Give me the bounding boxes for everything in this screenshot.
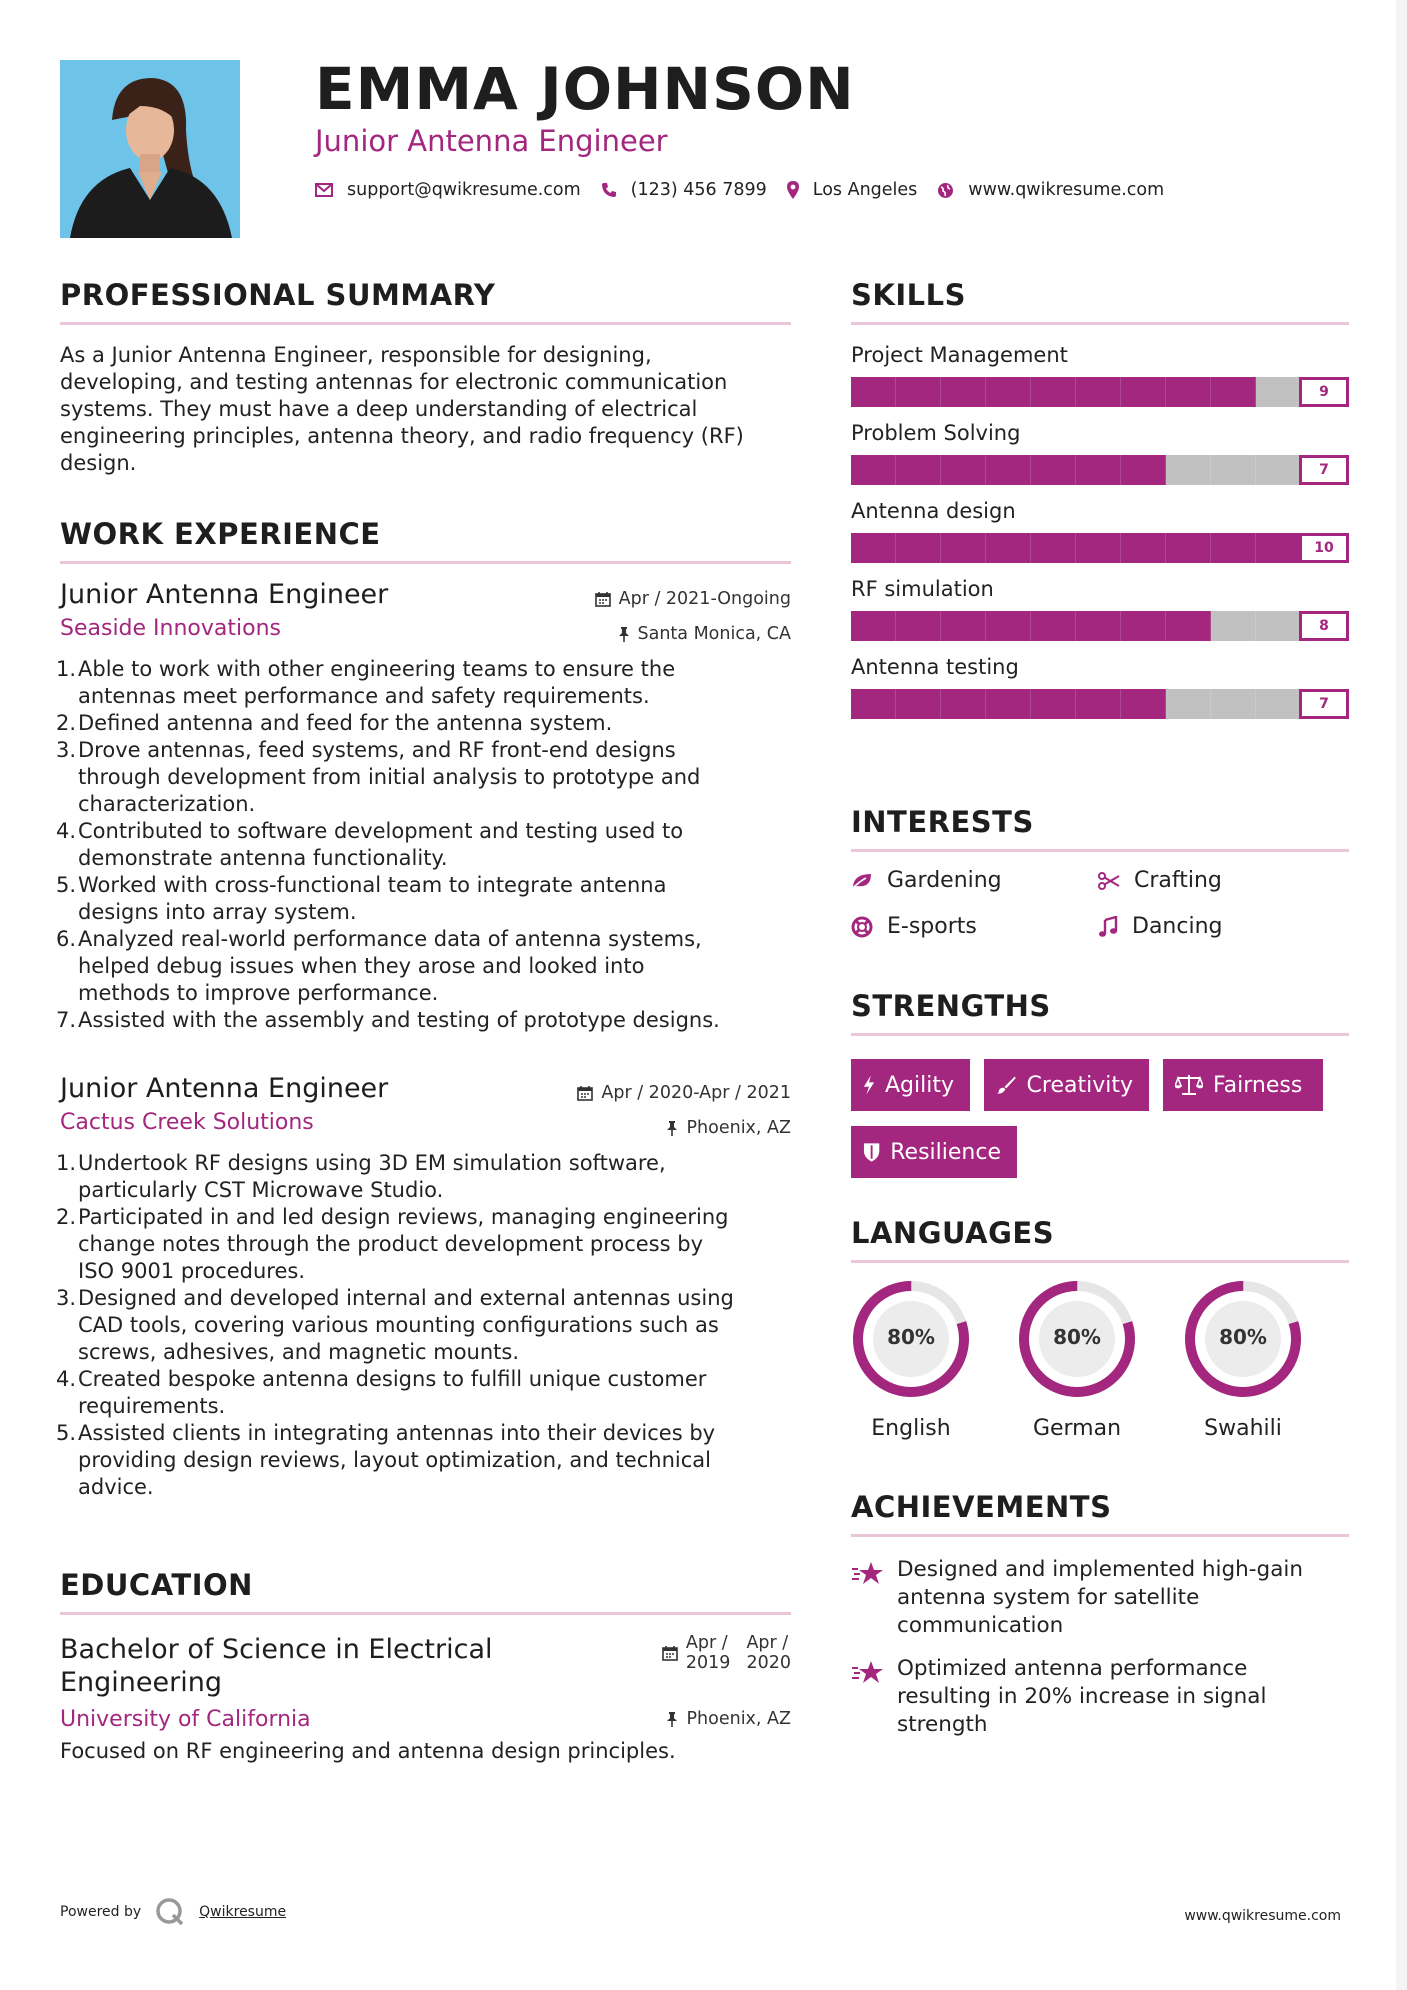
phone-text: (123) 456 7899: [630, 180, 767, 200]
skill-name: Antenna design: [851, 499, 1016, 523]
skill-bar-segment: [1211, 689, 1256, 719]
language-percent: 80%: [1219, 1325, 1267, 1349]
contact-location: [787, 180, 918, 200]
language-item: [1014, 1278, 1140, 1441]
skill-bar-segment: [1031, 689, 1076, 719]
star-burst-icon: [851, 1560, 885, 1588]
scale-icon: [1175, 1074, 1203, 1096]
skill-bar-segment: [1121, 689, 1166, 719]
strengths-section: [851, 989, 1349, 1036]
language-ring: [1182, 1278, 1304, 1400]
duty-item: 2. Defined antenna and feed for the antenna system.: [56, 711, 613, 735]
scissors-icon: [1098, 872, 1120, 890]
skill-bar-segment: [851, 689, 896, 719]
education-entry: [60, 1633, 791, 1765]
job-title: Junior Antenna Engineer: [60, 1073, 389, 1104]
contact-phone[interactable]: [601, 180, 767, 200]
education-section: [60, 1568, 791, 1765]
skill-bar-segment: [1211, 377, 1256, 407]
skill-bar-segment: [1121, 611, 1166, 641]
shield-icon: [863, 1141, 880, 1163]
skill-item: [851, 577, 1349, 641]
skill-bar-segment: [941, 689, 986, 719]
language-name: Swahili: [1204, 1416, 1282, 1441]
strength-resilience: Resilience: [851, 1126, 1017, 1178]
skill-list: [851, 343, 1349, 719]
achievements-heading: ACHIEVEMENTS: [851, 1490, 1112, 1524]
calendar-icon: [577, 1085, 593, 1101]
skill-bar-segment: [1166, 689, 1211, 719]
skill-bar-segment: [941, 455, 986, 485]
skill-bar-segment: [1031, 455, 1076, 485]
skill-bar-segment: [851, 533, 896, 563]
skill-bar-segment: [896, 611, 941, 641]
skill-bar-segment: [1076, 689, 1121, 719]
skill-bar-segment: [1166, 377, 1211, 407]
bolt-icon: [863, 1074, 875, 1096]
job-duties: [56, 656, 791, 1034]
skill-bar-segment: [1211, 455, 1256, 485]
skill-level-bar: [851, 689, 1349, 719]
calendar-icon: [595, 591, 611, 607]
skill-bar-segment: [896, 689, 941, 719]
powered-by-text: Powered by: [60, 1904, 142, 1920]
skill-level-bar: [851, 377, 1349, 407]
summary-text: As a Junior Antenna Engineer, responsible for designing, developing, and testing antennas for electronic communication systems. They must have a deep understanding of electrical engineering principles, antenna theory, and radio frequency (RF) design.: [60, 343, 744, 475]
job-title: Junior Antenna Engineer: [60, 579, 389, 610]
music-note-icon: [1098, 916, 1118, 938]
education-divider: [60, 1612, 791, 1615]
interest-dancing: Dancing: [1098, 914, 1222, 939]
skill-bar-segment: [941, 377, 986, 407]
skill-name: Antenna testing: [851, 655, 1019, 679]
job-dates: Apr / 2021-Ongoing: [595, 589, 791, 609]
skill-bar-segment: [1121, 377, 1166, 407]
education-location: Phoenix, AZ: [666, 1709, 791, 1729]
skill-bar-segment: [1211, 533, 1256, 563]
job-dates: Apr / 2020-Apr / 2021: [577, 1083, 791, 1103]
star-burst-icon: [851, 1659, 885, 1687]
work-section: [60, 517, 791, 564]
summary-divider: [60, 322, 791, 325]
skill-name: Problem Solving: [851, 421, 1021, 445]
skill-bar-segment: [1166, 533, 1211, 563]
duty-item: 1. Undertook RF designs using 3D EM simulation software, particularly CST Microwave Studio.: [56, 1151, 666, 1202]
contact-website[interactable]: [937, 180, 1164, 200]
skill-name: Project Management: [851, 343, 1068, 367]
language-item: [848, 1278, 974, 1441]
duty-item: 4. Created bespoke antenna designs to fulfill unique customer requirements.: [56, 1367, 707, 1418]
footer-powered-by: [60, 1897, 286, 1927]
globe-icon: [937, 182, 954, 199]
location-text: Los Angeles: [812, 180, 918, 200]
skill-bar-segment: [941, 533, 986, 563]
duty-item: 3. Drove antennas, feed systems, and RF front-end designs through development from initial analysis to prototype and characterization.: [56, 738, 701, 816]
skill-level-bar: [851, 533, 1349, 563]
language-name: English: [871, 1416, 951, 1441]
skills-divider: [851, 322, 1349, 325]
footer-url[interactable]: www.qwikresume.com: [1184, 1908, 1341, 1924]
work-heading: WORK EXPERIENCE: [60, 517, 381, 551]
skill-score: 8: [1299, 611, 1349, 641]
company-name: Cactus Creek Solutions: [60, 1110, 314, 1135]
duty-item: 5. Worked with cross-functional team to integrate antenna designs into array system.: [56, 873, 667, 924]
skill-item: [851, 343, 1349, 407]
interest-esports: E-sports: [851, 914, 977, 939]
website-text: www.qwikresume.com: [968, 180, 1165, 200]
skill-bar-segment: [1121, 533, 1166, 563]
job-entry: [56, 579, 791, 1034]
language-ring: [850, 1278, 972, 1400]
interest-crafting: Crafting: [1098, 868, 1222, 893]
skill-bar-segment: [851, 611, 896, 641]
skill-bar-segment: [1076, 377, 1121, 407]
strengths-divider: [851, 1033, 1349, 1036]
language-item: [1180, 1278, 1306, 1441]
map-pin-icon: [787, 181, 799, 199]
skill-item: [851, 421, 1349, 485]
skill-bar-segment: [896, 455, 941, 485]
school-name: University of California: [60, 1707, 311, 1732]
skill-bar-segment: [1076, 533, 1121, 563]
achievement-item: Designed and implemented high-gain antenna system for satellite communication: [851, 1556, 1351, 1640]
envelope-icon: [315, 183, 333, 197]
skill-bar-segment: [941, 611, 986, 641]
job-entry: [56, 1073, 791, 1501]
contact-email[interactable]: [315, 180, 581, 200]
duty-item: 6. Analyzed real-world performance data of antenna systems, helped debug issues when they arose and looked into methods to improve performance.: [56, 927, 702, 1005]
calendar-icon: [662, 1645, 678, 1661]
skill-bar-segment: [1166, 455, 1211, 485]
strength-creativity: Creativity: [984, 1059, 1149, 1111]
skill-bar-segment: [851, 377, 896, 407]
skill-bar-segment: [896, 533, 941, 563]
brand-link[interactable]: Qwikresume: [199, 1904, 287, 1920]
skill-name: RF simulation: [851, 577, 994, 601]
skill-bar-segment: [896, 377, 941, 407]
strengths-heading: STRENGTHS: [851, 989, 1051, 1023]
skill-score: 7: [1299, 689, 1349, 719]
language-name: German: [1032, 1416, 1122, 1441]
skill-score: 9: [1299, 377, 1349, 407]
pushpin-icon: [666, 1711, 678, 1727]
job-location: Santa Monica, CA: [618, 624, 792, 644]
pushpin-icon: [618, 626, 630, 642]
skill-bar-segment: [1076, 611, 1121, 641]
job-duties: [56, 1150, 791, 1501]
phone-icon: [601, 182, 617, 198]
duty-item: 2. Participated in and led design reviews, managing engineering change notes through the product development process by ISO 9001 procedures.: [56, 1205, 729, 1283]
company-name: Seaside Innovations: [60, 616, 281, 641]
skill-bar-segment: [1121, 455, 1166, 485]
skill-level-bar: [851, 455, 1349, 485]
skill-bar-segment: [986, 689, 1031, 719]
skills-heading: SKILLS: [851, 278, 966, 312]
interests-divider: [851, 849, 1349, 852]
achievement-item: Optimized antenna performance resulting in 20% increase in signal strength: [851, 1655, 1351, 1739]
candidate-role: Junior Antenna Engineer: [315, 124, 668, 158]
skill-bar-segment: [1031, 611, 1076, 641]
pushpin-icon: [666, 1120, 678, 1136]
work-divider: [60, 561, 791, 564]
language-ring: [1016, 1278, 1138, 1400]
leaf-icon: [851, 872, 873, 890]
interest-gardening: Gardening: [851, 868, 1002, 893]
duty-item: 3. Designed and developed internal and external antennas using CAD tools, covering various mounting configurations such as screws, adhesives, and magnetic mounts.: [56, 1286, 734, 1364]
languages-section: [851, 1216, 1349, 1263]
summary-section: [60, 278, 791, 477]
skill-bar-segment: [1211, 611, 1256, 641]
achievements-divider: [851, 1534, 1349, 1537]
language-percent: 80%: [887, 1325, 935, 1349]
skill-score: 10: [1299, 533, 1349, 563]
language-percent: 80%: [1053, 1325, 1101, 1349]
duty-item: 7. Assisted with the assembly and testing of prototype designs.: [56, 1008, 720, 1032]
skills-section: [851, 278, 1349, 719]
profile-photo: [60, 60, 240, 238]
candidate-name: EMMA JOHNSON: [315, 55, 855, 123]
languages-heading: LANGUAGES: [851, 1216, 1055, 1250]
education-dates: Apr / 2019 Apr / 2020: [662, 1633, 791, 1673]
summary-heading: PROFESSIONAL SUMMARY: [60, 278, 496, 312]
education-heading: EDUCATION: [60, 1568, 253, 1602]
degree-title: Bachelor of Science in Electrical Engineering: [60, 1634, 493, 1698]
interests-heading: INTERESTS: [851, 805, 1034, 839]
skill-item: [851, 655, 1349, 719]
skill-bar-segment: [986, 377, 1031, 407]
skill-item: [851, 499, 1349, 563]
skill-bar-segment: [851, 455, 896, 485]
languages-divider: [851, 1260, 1349, 1263]
achievements-section: [851, 1490, 1349, 1537]
email-text: support@qwikresume.com: [347, 180, 581, 200]
qwikresume-logo-icon: [155, 1897, 185, 1927]
education-note: Focused on RF engineering and antenna design principles.: [60, 1739, 676, 1763]
duty-item: 5. Assisted clients in integrating antennas into their devices by providing design reviews, layout optimization, and technical advice.: [56, 1421, 716, 1499]
skill-bar-segment: [1166, 611, 1211, 641]
strength-fairness: Fairness: [1163, 1059, 1323, 1111]
job-location: Phoenix, AZ: [666, 1118, 791, 1138]
skill-bar-segment: [1031, 377, 1076, 407]
skill-bar-segment: [986, 455, 1031, 485]
skill-score: 7: [1299, 455, 1349, 485]
skill-level-bar: [851, 611, 1349, 641]
duty-item: 1. Able to work with other engineering teams to ensure the antennas meet performance and safety requirements.: [56, 657, 676, 708]
skill-bar-segment: [986, 611, 1031, 641]
interests-section: [851, 805, 1349, 852]
skill-bar-segment: [1031, 533, 1076, 563]
lifebuoy-icon: [851, 916, 873, 938]
skill-bar-segment: [986, 533, 1031, 563]
contact-bar: [315, 180, 1184, 200]
brush-icon: [996, 1074, 1017, 1096]
skill-bar-segment: [1076, 455, 1121, 485]
duty-item: 4. Contributed to software development and testing used to demonstrate antenna functionality.: [56, 819, 684, 870]
strength-agility: Agility: [851, 1059, 970, 1111]
